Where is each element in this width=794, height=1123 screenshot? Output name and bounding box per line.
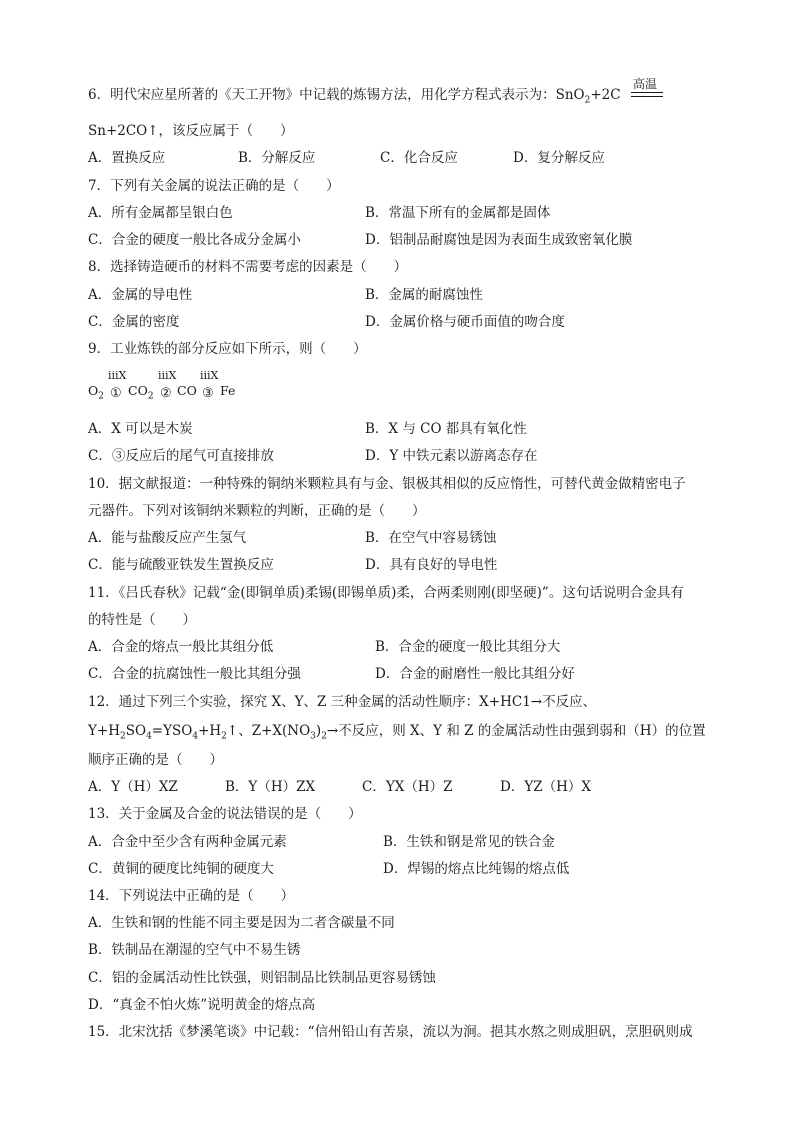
q7-option-b[interactable]: B．常温下所有的金属都是固体 bbox=[365, 205, 551, 221]
q13-option-c[interactable]: C．黄铜的硬度比纯铜的硬度大 bbox=[88, 861, 274, 877]
chain-arrow-3: ⅲⅩ bbox=[200, 369, 219, 382]
question-15-stem: 15．北宋沈括《梦溪笔谈》中记载：“信州铅山有苦泉，流以为涧。挹其水熬之则成胆矾，烹胆矾则成 bbox=[88, 1024, 693, 1040]
q11-option-a[interactable]: A．合金的熔点一般比其组分低 bbox=[88, 639, 274, 655]
question-9-stem: 9．工业炼铁的部分反应如下所示，则（ ） bbox=[88, 341, 367, 357]
q8-option-a[interactable]: A．金属的导电性 bbox=[88, 287, 193, 303]
q9-option-a[interactable]: A．X 可以是木炭 bbox=[88, 421, 193, 437]
question-8-stem: 8．选择铸造硬币的材料不需要考虑的因素是（ ） bbox=[88, 259, 408, 275]
q13-option-b[interactable]: B．生铁和钢是常见的铁合金 bbox=[383, 834, 555, 850]
q7-option-d[interactable]: D．铝制品耐腐蚀是因为表面生成致密氧化膜 bbox=[365, 232, 633, 248]
q13-option-a[interactable]: A．合金中至少含有两种金属元素 bbox=[88, 834, 287, 850]
q7-option-a[interactable]: A．所有金属都呈银白色 bbox=[88, 205, 233, 221]
reaction-condition-label: 高温 bbox=[633, 77, 658, 91]
q11-option-c[interactable]: C．合金的抗腐蚀性一般比其组分强 bbox=[88, 666, 301, 682]
question-10-stem-line-1: 10．据文献报道：一种特殊的铜纳米颗粒具有与金、银极其相似的反应惰性，可替代黄金做精密电子 bbox=[88, 476, 686, 492]
q10-option-a[interactable]: A．能与盐酸反应产生氢气 bbox=[88, 530, 247, 546]
question-12-stem-line-1: 12．通过下列三个实验，探究 X、Y、Z 三种金属的活动性顺序：X+HC1→不反应、 bbox=[88, 694, 597, 710]
chain-arrow-2: ⅲⅩ bbox=[158, 369, 177, 382]
chain-species-2: $CO_2$ bbox=[128, 383, 154, 402]
q6-stem-tail: +2C bbox=[590, 87, 621, 103]
q14-option-c[interactable]: C．铝的金属活动性比铁强，则铝制品比铁制品更容易锈蚀 bbox=[88, 970, 436, 986]
q9-option-d[interactable]: D．Y 中铁元素以游离态存在 bbox=[365, 448, 538, 464]
question-13-stem: 13．关于金属及合金的说法错误的是（ ） bbox=[88, 806, 362, 822]
q14-option-b[interactable]: B．铁制品在潮湿的空气中不易生锈 bbox=[88, 942, 301, 958]
chain-species-3: CO bbox=[177, 383, 197, 398]
q6-option-b[interactable]: B．分解反应 bbox=[238, 150, 316, 166]
q14-option-a[interactable]: A．生铁和钢的性能不同主要是因为二者含碳量不同 bbox=[88, 915, 395, 931]
q9-option-b[interactable]: B．X 与 CO 都具有氧化性 bbox=[365, 421, 527, 437]
q12-option-a[interactable]: A．Y（H）XZ bbox=[88, 779, 178, 795]
question-6-stem bbox=[88, 86, 621, 104]
reaction-chain bbox=[88, 369, 388, 403]
question-11-stem-line-1: 11．《吕氏春秋》记载“金(即铜单质)柔锡(即锡单质)柔，合两柔则刚(即坚硬)”。这句话说明合金具有 bbox=[88, 585, 684, 601]
q10-option-b[interactable]: B．在空气中容易锈蚀 bbox=[365, 530, 497, 546]
q6-sub: 2 bbox=[584, 95, 591, 106]
q10-option-c[interactable]: C．能与硫酸亚铁发生置换反应 bbox=[88, 557, 274, 573]
chain-step-1: ① bbox=[110, 386, 122, 401]
chain-step-2: ② bbox=[160, 386, 172, 401]
q12-option-c[interactable]: C．YX（H）Z bbox=[362, 779, 453, 795]
chain-species-4: Fe bbox=[220, 383, 236, 398]
question-10-stem-line-2: 元器件。下列对该铜纳米颗粒的判断，正确的是（ ） bbox=[88, 503, 426, 519]
q8-option-b[interactable]: B．金属的耐腐蚀性 bbox=[365, 287, 483, 303]
q6-option-d[interactable]: D．复分解反应 bbox=[513, 150, 605, 166]
q10-option-d[interactable]: D．具有良好的导电性 bbox=[365, 557, 498, 573]
question-7-stem: 7．下列有关金属的说法正确的是（ ） bbox=[88, 178, 340, 194]
q6-option-a[interactable]: A．置换反应 bbox=[88, 150, 166, 166]
q6-option-c[interactable]: C．化合反应 bbox=[380, 150, 458, 166]
q11-option-d[interactable]: D．合金的耐磨性一般比其组分好 bbox=[375, 666, 575, 682]
q14-option-d[interactable]: D．“真金不怕火炼”说明黄金的熔点高 bbox=[88, 997, 316, 1013]
q7-option-c[interactable]: C．合金的硬度一般比各成分金属小 bbox=[88, 232, 301, 248]
q13-option-d[interactable]: D．焊锡的熔点比纯锡的熔点低 bbox=[383, 861, 570, 877]
question-14-stem: 14．下列说法中正确的是（ ） bbox=[88, 888, 295, 904]
chain-species-1: $O_2$ bbox=[88, 383, 104, 402]
q9-option-c[interactable]: C．③反应后的尾气可直接排放 bbox=[88, 448, 274, 464]
question-6-stem-continued: Sn+2CO↑，该反应属于（ ） bbox=[88, 123, 294, 139]
q12-option-b[interactable]: B．Y（H）ZX bbox=[225, 779, 316, 795]
equals-sign-double-bar bbox=[631, 92, 663, 97]
question-12-stem-line-3: 顺序正确的是（ ） bbox=[88, 752, 223, 768]
q6-stem-text: 6．明代宋应星所著的《天工开物》中记载的炼锡方法，用化学方程式表示为：SnO bbox=[88, 87, 585, 103]
question-11-stem-line-2: 的特性是（ ） bbox=[88, 612, 196, 628]
q11-option-b[interactable]: B．合金的硬度一般比其组分大 bbox=[375, 639, 561, 655]
q8-option-d[interactable]: D．金属价格与硬币面值的吻合度 bbox=[365, 314, 565, 330]
q8-option-c[interactable]: C．金属的密度 bbox=[88, 314, 180, 330]
chain-step-3: ③ bbox=[202, 386, 214, 401]
chain-arrow-1: ⅲⅩ bbox=[108, 369, 127, 382]
q12-option-d[interactable]: D．YZ（H）X bbox=[500, 779, 591, 795]
question-12-stem-line-2: $Y+H_2SO_4=YSO_4+H_2↑$、$Z+X(NO_3)_2\to$不反应，则 X、Y 和 Z 的金属活动性由强到弱和（H）的位置 bbox=[88, 723, 706, 742]
